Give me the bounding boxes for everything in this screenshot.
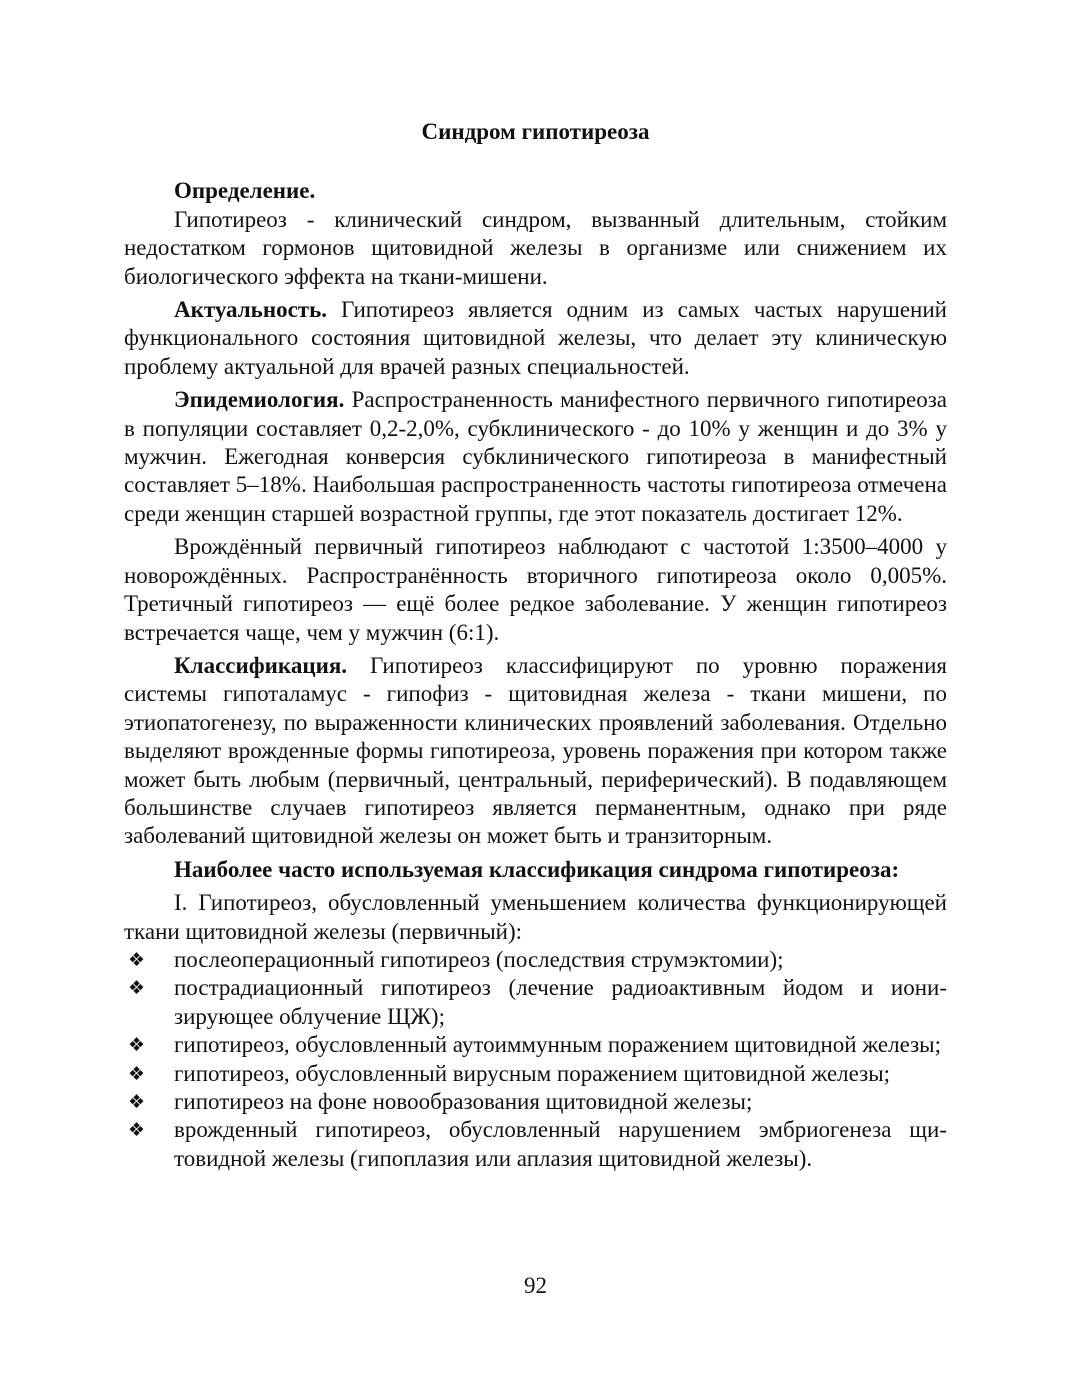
list-item-text: гипотиреоз на фоне новообразования щитовидной железы;: [174, 1089, 753, 1114]
common-classification-heading: Наиболее часто используемая классификация синдрома гипотиреоза:: [174, 856, 900, 882]
epidemiology-text: Распространенность манифестного первичного гипотиреоза в популяции составляет 0,2-2,0%, субклинического - до 10% у женщин и до 3% у мужчин. Ежегодная конверсия субклинического гипотиреоза в манифестный составляет 5–18%. Наибольшая распространенность частоты гипотиреоза отмечена среди женщин старшей возрастной группы, где этот показатель достигает 12%.: [124, 387, 947, 526]
relevance-label: Актуальность.: [174, 297, 327, 323]
list-item-text: послеоперационный гипотиреоз (последствия струмэктомии);: [174, 946, 784, 972]
primary-intro-paragraph: I. Гипотиреоз, обусловленный уменьшением количества функционирующей ткани щитовидной железы (первичный):: [124, 890, 947, 944]
list-item-text: пострадиационный гипотиреоз (лечение радиоактивным йодом и ионизирующее облучение ЩЖ);: [174, 975, 947, 1029]
bullet-icon: ❖: [128, 1062, 146, 1085]
definition-paragraph: Гипотиреоз - клинический синдром, вызванный длительным, стойким недостатком гормонов щитовидной железы в организме или снижением их биологического эффекта на ткани-мишени.: [124, 206, 947, 289]
list-item: [124, 1116, 947, 1173]
list-item: [124, 974, 947, 1031]
list-item: [124, 1031, 947, 1059]
bullet-icon: ❖: [128, 1119, 146, 1142]
list-item: [124, 1060, 947, 1088]
page-number: 92: [524, 1273, 547, 1298]
relevance-text: Гипотиреоз является одним из самых частых нарушений функционального состояния щитовидной железы, что делает эту клиническую проблему актуальной для врачей разных специальностей.: [124, 297, 947, 379]
bullet-icon: ❖: [128, 977, 146, 1000]
page-title: Синдром гипотиреоза: [421, 119, 650, 144]
congenital-paragraph: Врождённый первичный гипотиреоз наблюдают с частотой 1:3500–4000 у новорождённых. Распространённость вторичного гипотиреоза около 0,005%. Третичный гипотиреоз — ещё более редкое заболевание. У женщин гипотиреоз встречается чаще, чем у мужчин (6:1).: [124, 534, 947, 645]
classification-paragraph: [124, 652, 947, 851]
list-item: [124, 1088, 947, 1116]
epidemiology-label: Эпидемиология.: [174, 387, 345, 413]
list-item-text: гипотиреоз, обусловленный аутоиммунным поражением щитовидной железы;: [174, 1032, 942, 1058]
page-content: [124, 118, 947, 1173]
definition-heading: Определение.: [174, 178, 316, 204]
bullet-icon: ❖: [128, 948, 146, 971]
list-item-text: гипотиреоз, обусловленный вирусным поражением щитовидной железы;: [174, 1060, 891, 1086]
bullet-icon: ❖: [128, 1034, 146, 1057]
primary-causes-list: [124, 946, 947, 1173]
classification-label: Классификация.: [174, 652, 348, 678]
relevance-paragraph: [124, 296, 947, 381]
bullet-icon: ❖: [128, 1091, 146, 1113]
classification-text: Гипотиреоз классифицируют по уровню поражения системы гипоталамус - гипофиз - щитовидная железа - ткани мишени, по этиопатогенезу, по выраженности клинических проявлений заболевания. Отдельно выделяют врожденные формы гипотиреоза, уровень поражения при котором также может быть любым (первичный, центральный, периферический). В подавляющем большинстве случаев гипотиреоз является перманентным, однако при ряде заболеваний щитовидной железы он может быть и транзиторным.: [124, 652, 947, 849]
epidemiology-paragraph: [124, 386, 947, 528]
list-item: [124, 946, 947, 974]
list-item-text: врожденный гипотиреоз, обусловленный нарушением эмбриогенеза щитовидной железы (гипоплазия или аплазия щитовидной железы).: [174, 1117, 947, 1171]
